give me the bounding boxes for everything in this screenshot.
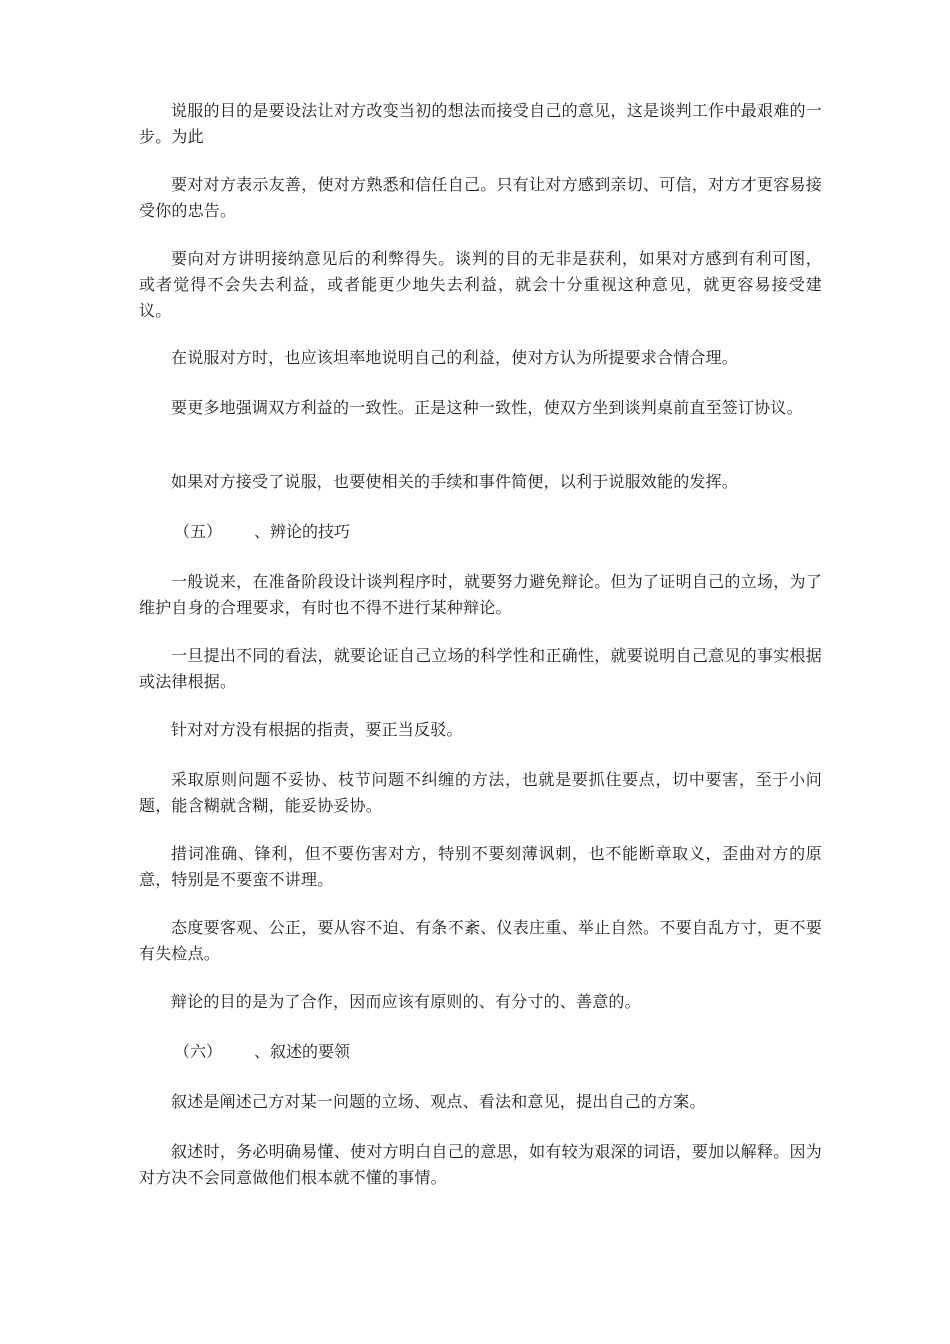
section-title: 、辨论的技巧: [254, 522, 351, 541]
paragraph-persuasion-purpose: 说服的目的是要设法让对方改变当初的想法而接受自己的意见，这是谈判工作中最艰难的一步。为此: [139, 101, 822, 146]
paragraph-state-interests: 在说服对方时，也应该坦率地说明自己的利益，使对方认为所提要求合情合理。: [171, 348, 739, 367]
paragraph-be-friendly: 要对对方表示友善，使对方熟悉和信任自己。只有让对方感到亲切、可信，对方才更容易接受你的忠告。: [139, 175, 822, 220]
section-heading-debate: [174, 519, 350, 545]
paragraph-attitude: 态度要客观、公正，要从容不迫、有条不紊、仪表庄重、举止自然。不要自乱方寸，更不要有失检点。: [139, 918, 822, 963]
paragraph-common-interests: 要更多地强调双方利益的一致性。正是这种一致性，使双方坐到谈判桌前直至签订协议。: [171, 398, 803, 417]
paragraph-simplify-procedures: 如果对方接受了说服，也要使相关的手续和事件简便，以利于说服效能的发挥。: [171, 472, 739, 491]
paragraph-narration-clarity: 叙述时，务必明确易懂、使对方明白自己的意思，如有较为艰深的词语，要加以解释。因为对方决不会同意做他们根本就不懂的事情。: [139, 1142, 822, 1187]
section-number: （五）: [174, 522, 223, 541]
paragraph-principles: 采取原则问题不妥协、枝节问题不纠缠的方法，也就是要抓住要点，切中要害，至于小问题，能含糊就含糊，能妥协妥协。: [139, 770, 822, 815]
paragraph-wording: 措词准确、锋利，但不要伤害对方，特别不要刻薄讽刺，也不能断章取义，歪曲对方的原意，特别是不要蛮不讲理。: [139, 844, 822, 889]
section-number: （六）: [174, 1042, 223, 1061]
paragraph-narration-definition: 叙述是阐述己方对某一问题的立场、观点、看法和意见，提出自己的方案。: [171, 1092, 706, 1111]
paragraph-pros-cons: 要向对方讲明接纳意见后的利弊得失。谈判的目的无非是获利，如果对方感到有利可图， 或者觉得不会失去利益，或者能更少地失去利益，就会十分重视这种意见，就更容易接受建 议。: [139, 249, 822, 320]
paragraph-avoid-debate: 一般说来，在准备阶段设计谈判程序时，就要努力避免辩论。但为了证明自己的立场，为了维护自身的合理要求，有时也不得不进行某种辩论。: [139, 572, 822, 617]
paragraph-argue-position: 一旦提出不同的看法，就要论证自己立场的科学性和正确性，就要说明自己意见的事实根据或法律根据。: [139, 646, 822, 691]
paragraph-debate-goal: 辩论的目的是为了合作，因而应该有原则的、有分寸的、善意的。: [171, 992, 641, 1011]
section-title: 、叙述的要领: [254, 1042, 351, 1061]
section-heading-narration: [174, 1039, 350, 1065]
paragraph-rebut: 针对对方没有根据的指责，要正当反驳。: [171, 720, 463, 739]
